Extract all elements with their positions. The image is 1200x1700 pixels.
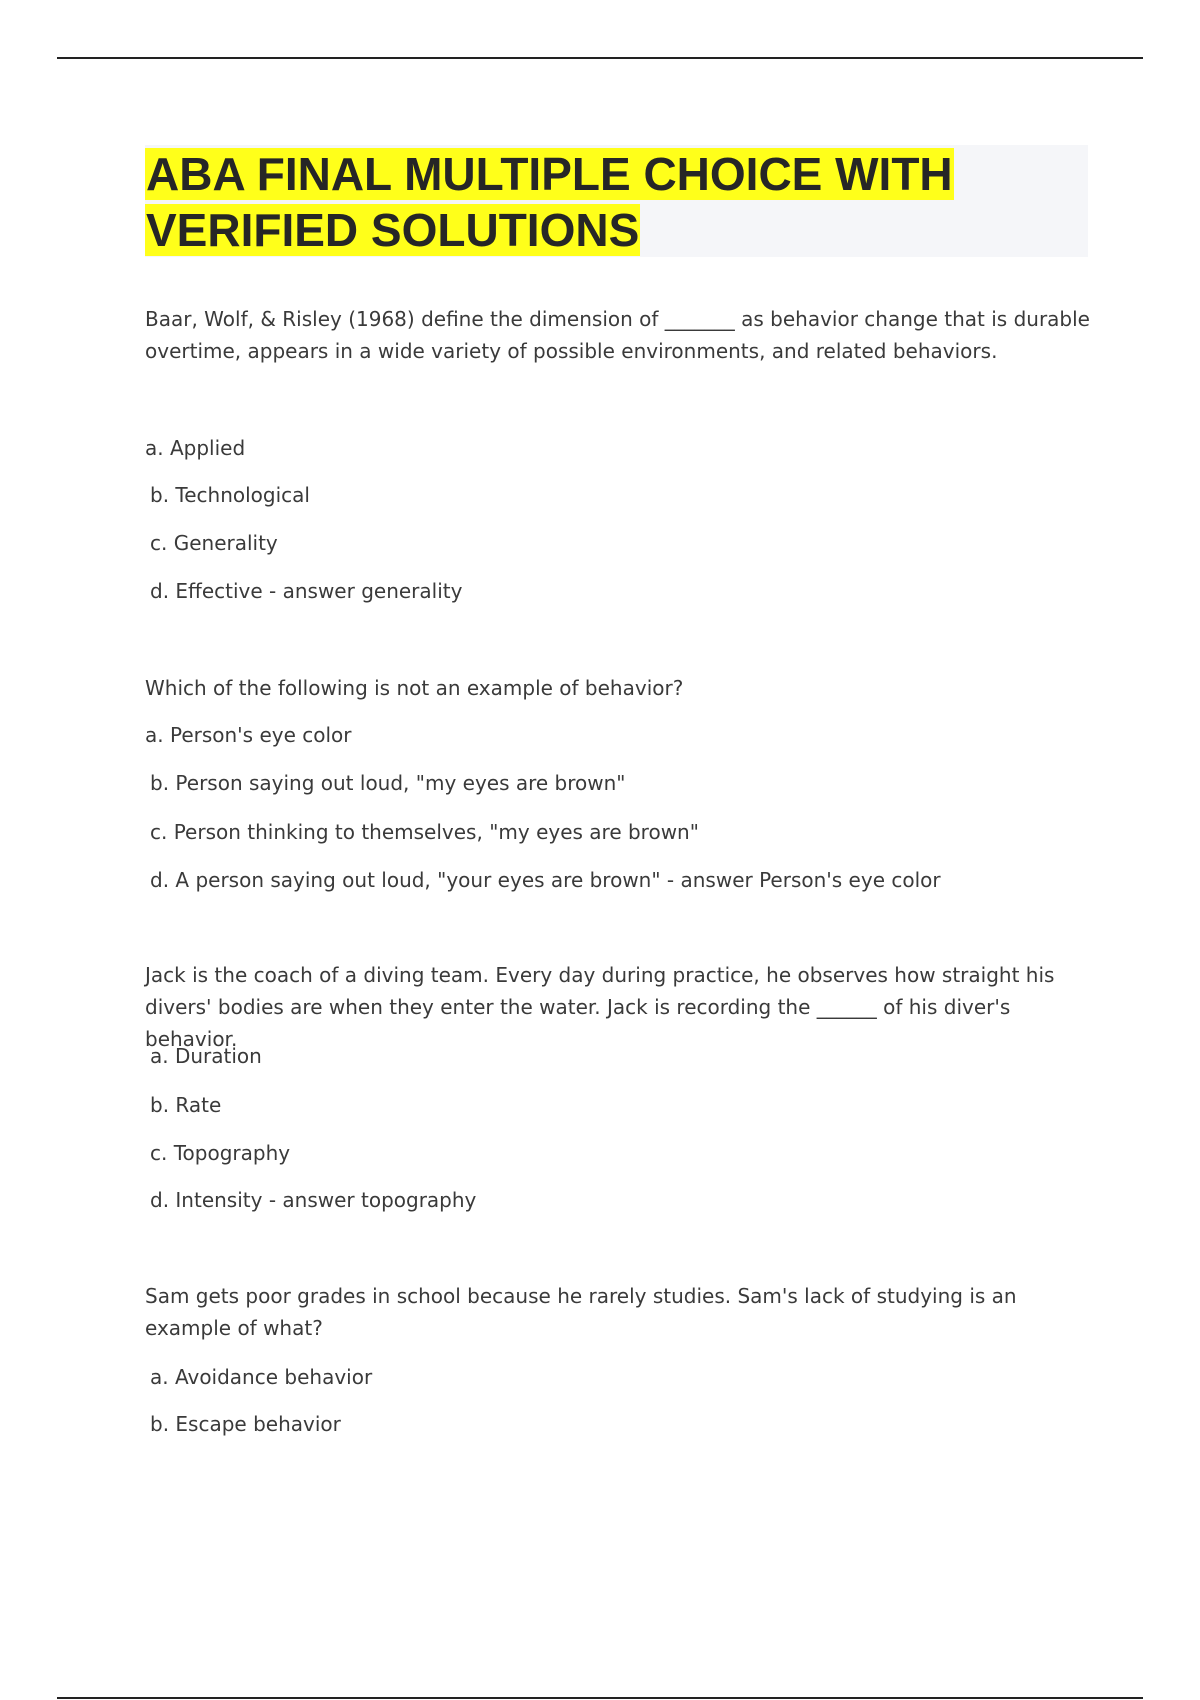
bottom-rule — [57, 1697, 1143, 1699]
question-3-option-a: a. Duration — [150, 1044, 262, 1068]
question-4-option-a: a. Avoidance behavior — [150, 1365, 373, 1389]
question-4-option-b: b. Escape behavior — [150, 1412, 341, 1436]
question-3-option-c: c. Topography — [150, 1141, 291, 1165]
question-2-option-c: c. Person thinking to themselves, "my eyes are brown" — [150, 820, 699, 844]
title-highlight: ABA FINAL MULTIPLE CHOICE WITH VERIFIED SOLUTIONS — [146, 148, 953, 256]
question-1-option-d: d. Effective - answer generality — [150, 579, 463, 603]
top-rule — [57, 57, 1143, 59]
question-2-option-a: a. Person's eye color — [145, 723, 352, 747]
question-3-text: Jack is the coach of a diving team. Every day during practice, he observes how straight his divers' bodies are when they enter the water. Jack is recording the ______ of his diver's behavior. — [145, 963, 1055, 1051]
document-title — [145, 146, 1045, 258]
question-3-option-d: d. Intensity - answer topography — [150, 1188, 477, 1212]
question-4-text: Sam gets poor grades in school because he rarely studies. Sam's lack of studying is an example of what? — [145, 1284, 1017, 1340]
question-2-option-b: b. Person saying out loud, "my eyes are brown" — [150, 771, 626, 795]
question-1-text: Baar, Wolf, & Risley (1968) define the dimension of _______ as behavior change that is durable overtime, appears in a wide variety of possible environments, and related behaviors. — [145, 307, 1090, 363]
question-1-option-a: a. Applied — [145, 436, 246, 460]
question-1-option-b: b. Technological — [150, 483, 310, 507]
question-2-option-d: d. A person saying out loud, "your eyes are brown" - answer Person's eye color — [150, 868, 941, 892]
question-2-text: Which of the following is not an example of behavior? — [145, 676, 684, 700]
question-1-option-c: c. Generality — [150, 531, 278, 555]
question-3-option-b: b. Rate — [150, 1093, 222, 1117]
